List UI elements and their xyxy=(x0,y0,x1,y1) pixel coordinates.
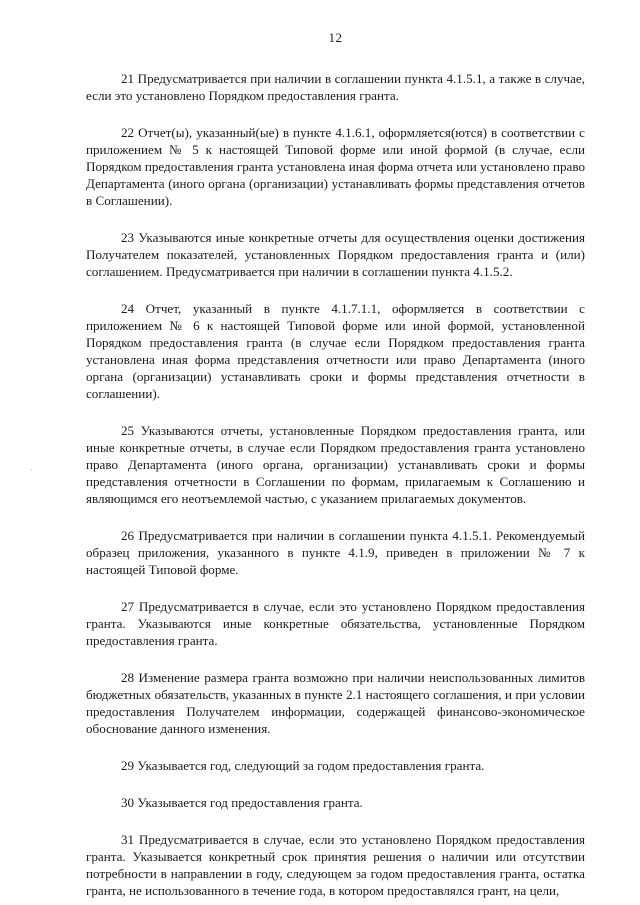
footnote-23: 23 Указываются иные конкретные отчеты для осуществления оценки достижения Получателем показателей, установленных Порядком предоставления гранта и (или) соглашением. Предусматривается при наличии в соглашении пункта 4.1.5.2. xyxy=(86,230,585,279)
footnote-22: 22 Отчет(ы), указанный(ые) в пункте 4.1.6.1, оформляется(ются) в соответствии с приложением № 5 к настоящей Типовой форме или иной формой (в случае, если Порядком предоставления гранта установлена иная форма отчета или установлено право Департамента (иного органа (организации) устанавливать формы представления отчетов в Соглашении). xyxy=(86,125,585,208)
footnote-26: 26 Предусматривается при наличии в соглашении пункта 4.1.5.1. Рекомендуемый образец приложения, указанного в пункте 4.1.9, приведен в приложении № 7 к настоящей Типовой форме. xyxy=(86,528,585,577)
footnote-30: 30 Указывается год предоставления гранта. xyxy=(121,795,363,810)
footnote-21: 21 Предусматривается при наличии в соглашении пункта 4.1.5.1, а также в случае, если это установлено Порядком предоставления гранта. xyxy=(86,71,585,103)
footnote-28: 28 Изменение размера гранта возможно при наличии неиспользованных лимитов бюджетных обязательств, указанных в пункте 2.1 настоящего соглашения, и при условии предоставления Получателем информации, содержащей финансово-экономическое обоснование данного изменения. xyxy=(86,670,585,736)
footnote-25: 25 Указываются отчеты, установленные Порядком предоставления гранта, или иные конкретные отчеты, в случае если Порядком предоставления гранта установлено право Департамента (иного органа, организации) устанавливать сроки и формы представления отчетности в Соглашении по формам, прилагаемым к Соглашению и являющимся его неотъемлемой частью, с указанием прилагаемых документов. xyxy=(86,423,585,506)
footnote-27: 27 Предусматривается в случае, если это установлено Порядком предоставления гранта. Указываются иные конкретные обязательства, установленные Порядком предоставления гранта. xyxy=(86,599,585,648)
footnote-24: 24 Отчет, указанный в пункте 4.1.7.1.1, оформляется в соответствии с приложением № 6 к настоящей Типовой форме или иной формой, установленной Порядком предоставления гранта (в случае если Порядком предоставления гранта установлена иная форма представления отчетности или право Департамента (иного органа (организации) устанавливать сроки и формы представления отчетности в соглашении). xyxy=(86,301,585,401)
footnote-29: 29 Указывается год, следующий за годом предоставления гранта. xyxy=(121,758,485,773)
footnote-31: 31 Предусматривается в случае, если это установлено Порядком предоставления гранта. Указывается конкретный срок принятия решения о наличии или отсутствии потребности в направлении в году, следующем за годом предоставления гранта, остатка гранта, не использованного в течение года, в котором предоставлялся грант, на цели, xyxy=(86,832,585,898)
page-number: 12 xyxy=(328,30,343,45)
margin-dot: · xyxy=(30,466,33,475)
